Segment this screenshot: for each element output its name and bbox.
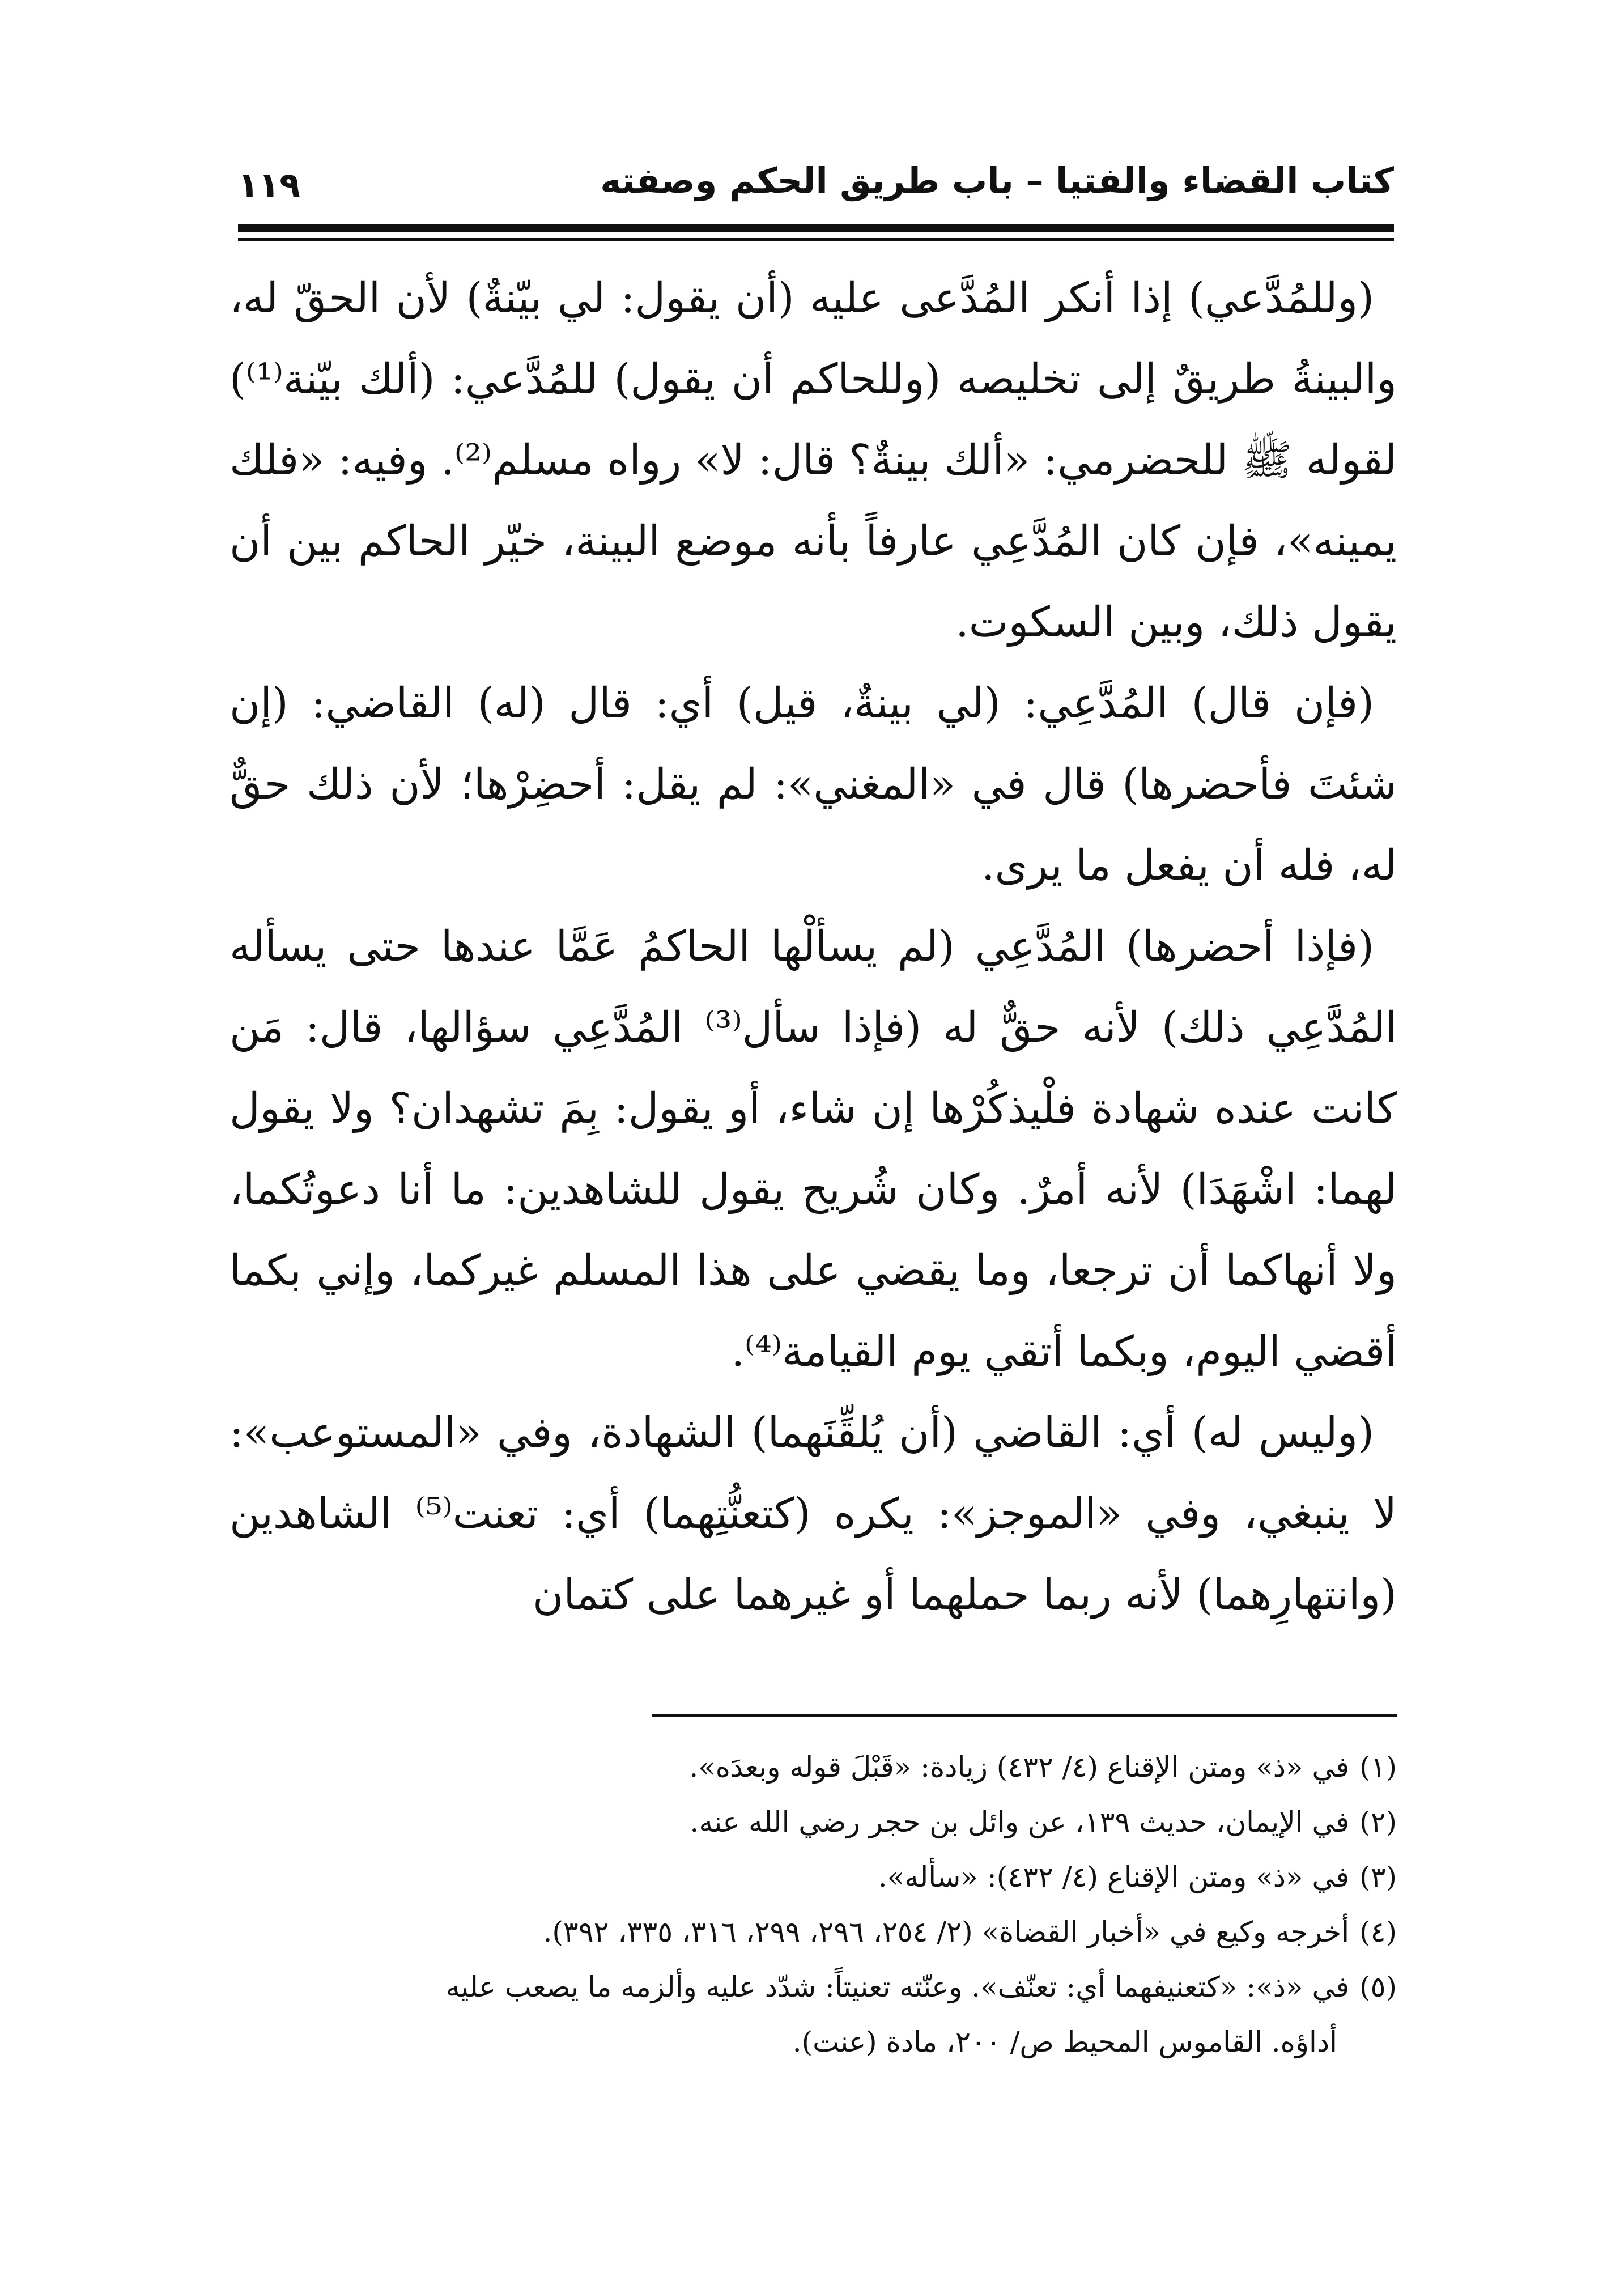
main-text xyxy=(229,258,1397,1636)
footnote-text: في «ذ» ومتن الإقناع (٤/ ٤٣٢): «سأله». xyxy=(878,1861,1350,1893)
paragraph-text: (وللمُدَّعي) إذا أنكر المُدَّعى عليه (أن يقول: لي بيّنةٌ) لأن الحقّ له، والبينةُ طريقٌ إلى تخليصه (وللحاكم أن يقول) للمُدَّعي: (ألك بيّنة⁽¹⁾) لقوله ﷺ للحضرمي: «ألك بينةٌ؟ قال: لا» رواه مسلم⁽²⁾. وفيه: «فلك يمينه»، فإن كان المُدَّعِي عارفاً بأنه موضع البينة، خيّر الحاكم بين أن يقول ذلك، وبين السكوت. xyxy=(229,274,1397,647)
running-title: كتاب القضاء والفتيا – باب طريق الحكم وصفته xyxy=(600,160,1394,201)
header-rule-thin xyxy=(238,238,1394,241)
header-rule-thick xyxy=(238,224,1394,232)
footnote-2 xyxy=(229,1795,1397,1850)
footnote-5 xyxy=(229,1960,1397,2015)
footnote-number: (٥) xyxy=(1359,1971,1397,2003)
footnote-4 xyxy=(229,1905,1397,1960)
footnote-text: في «ذ» ومتن الإقناع (٤/ ٤٣٢) زيادة: «قَبْلَ قوله وبعدَه». xyxy=(689,1751,1350,1784)
footnote-number: (٢) xyxy=(1359,1806,1397,1838)
footnote-number: (١) xyxy=(1359,1751,1397,1784)
paragraph-2 xyxy=(229,663,1397,906)
footnote-3 xyxy=(229,1850,1397,1905)
paragraph-3 xyxy=(229,906,1397,1392)
page-header xyxy=(238,160,1394,211)
page-number: ١١٩ xyxy=(238,165,300,205)
paragraph-text: (وليس له) أي: القاضي (أن يُلقِّنَهما) الشهادة، وفي «المستوعب»: لا ينبغي، وفي «الموجز»: يكره (كتعنُّتِهما) أي: تعنت⁽⁵⁾ الشاهدين (وانتهارِهما) لأنه ربما حملهما أو غيرهما على كتمان xyxy=(229,1408,1397,1619)
paragraph-text: (فإذا أحضرها) المُدَّعِي (لم يسألْها الحاكمُ عَمَّا عندها حتى يسأله المُدَّعِي ذلك) لأنه حقٌّ له (فإذا سأل⁽³⁾ المُدَّعِي سؤالها، قال: مَن كانت عنده شهادة فلْيذكُرْها إن شاء، أو يقول: بِمَ تشهدان؟ ولا يقول لهما: اشْهَدَا) لأنه أمرٌ. وكان شُريح يقول للشاهدين: ما أنا دعوتُكما، ولا أنهاكما أن ترجعا، وما يقضي على هذا المسلم غيركما، وإني بكما أقضي اليوم، وبكما أتقي يوم القيامة⁽⁴⁾. xyxy=(229,922,1397,1376)
paragraph-4 xyxy=(229,1392,1397,1636)
paragraph-text: (فإن قال) المُدَّعِي: (لي بينةٌ، قيل) أي: قال (له) القاضي: (إن شئتَ فأحضرها) قال في «المغني»: لم يقل: أحضِرْها؛ لأن ذلك حقٌّ له، فله أن يفعل ما يرى. xyxy=(229,679,1397,890)
footnote-number: (٣) xyxy=(1359,1861,1397,1893)
footnote-number: (٤) xyxy=(1359,1916,1397,1948)
paragraph-1 xyxy=(229,258,1397,663)
footnote-1 xyxy=(229,1740,1397,1795)
footnote-5-continuation: أداؤه. القاموس المحيط ص/ ٢٠٠، مادة (عنت). xyxy=(792,2026,1337,2058)
footnotes xyxy=(229,1740,1397,2070)
footnote-text: أخرجه وكيع في «أخبار القضاة» (٢/ ٢٥٤، ٢٩٦، ٢٩٩، ٣١٦، ٣٣٥، ٣٩٢). xyxy=(543,1916,1350,1948)
footnote-text: في «ذ»: «كتعنيفهما أي: تعنّف». وعنّته تعنيتاً: شدّد عليه وألزمه ما يصعب عليه xyxy=(445,1971,1350,2003)
footnote-text: في الإيمان، حديث ١٣٩، عن وائل بن حجر رضي الله عنه. xyxy=(690,1806,1350,1838)
footnote-separator xyxy=(652,1714,1397,1717)
